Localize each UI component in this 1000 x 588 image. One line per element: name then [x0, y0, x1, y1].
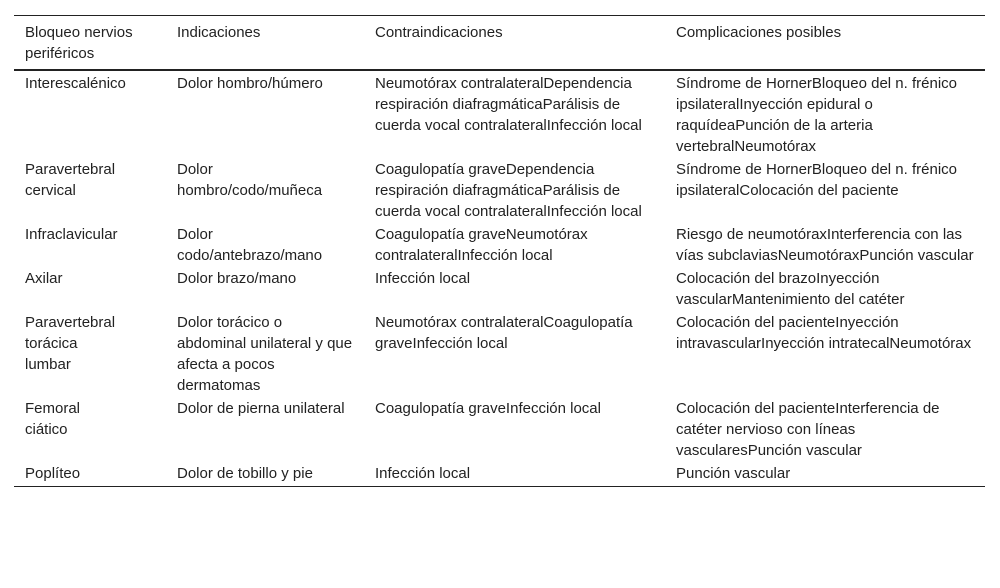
- cell-contraindications: Coagulopatía graveNeumotórax contralateralInfección local: [375, 226, 588, 264]
- cell-block: Infraclavicular: [25, 226, 118, 243]
- cell-block: Paravertebral torácica lumbar: [25, 314, 116, 373]
- header-indications: Indicaciones: [166, 16, 364, 71]
- cell-block: Poplíteo: [14, 462, 166, 487]
- cell-indications: Dolor hombro/codo/muñeca: [177, 161, 323, 199]
- cell-indications: Dolor de tobillo y pie: [166, 462, 364, 487]
- cell-complications: Colocación del pacienteInterferencia de catéter nervioso con líneas vascularesPunción vascular: [676, 400, 940, 459]
- cell-contraindications: Infección local: [364, 462, 665, 487]
- table-row: [14, 267, 985, 311]
- header-block: Bloqueo nervios periféricos: [14, 16, 166, 71]
- table-header: [14, 16, 985, 71]
- cell-complications: Riesgo de neumotóraxInterferencia con las vías subclaviasNeumotóraxPunción vascular: [676, 226, 974, 264]
- cell-indications: Dolor torácico o abdominal unilateral y que afecta a pocos dermatomas: [177, 314, 353, 394]
- table-row: [14, 462, 985, 487]
- cell-block: Paravertebral cervical: [25, 161, 116, 199]
- cell-block: Axilar: [25, 270, 63, 287]
- table-row: [14, 158, 985, 223]
- table-row: [14, 397, 985, 462]
- header-complications: Complicaciones posibles: [665, 16, 985, 71]
- table-row: [14, 70, 985, 158]
- table-row: [14, 311, 985, 397]
- cell-contraindications: Coagulopatía graveInfección local: [375, 400, 601, 417]
- cell-complications: Colocación del pacienteInyección intravascularInyección intratecalNeumotórax: [676, 314, 972, 352]
- cell-contraindications: Neumotórax contralateralDependencia respiración diafragmáticaParálisis de cuerda vocal contralateralInfección local: [375, 75, 642, 134]
- cell-complications: Colocación del brazoInyección vascularMantenimiento del catéter: [676, 270, 905, 308]
- cell-block: Interescalénico: [25, 75, 126, 92]
- cell-block: Femoral ciático: [25, 400, 81, 438]
- table-container: [14, 15, 985, 487]
- cell-contraindications: Neumotórax contralateralCoagulopatía graveInfección local: [375, 314, 633, 352]
- cell-indications: Dolor de pierna unilateral: [177, 400, 345, 417]
- cell-complications: Síndrome de HornerBloqueo del n. frénico ipsilateralColocación del paciente: [676, 161, 958, 199]
- cell-contraindications: Infección local: [375, 270, 471, 287]
- table-body: [14, 70, 985, 487]
- cell-complications: Punción vascular: [665, 462, 985, 487]
- header-contraindications: Contraindicaciones: [364, 16, 665, 71]
- cell-indications: Dolor brazo/mano: [177, 270, 297, 287]
- cell-contraindications: Coagulopatía graveDependencia respiración diafragmáticaParálisis de cuerda vocal contralateralInfección local: [375, 161, 642, 220]
- header-row: [14, 16, 985, 71]
- cell-complications: Síndrome de HornerBloqueo del n. frénico ipsilateralInyección epidural o raquídeaPunción de la arteria vertebralNeumotórax: [676, 75, 958, 155]
- table-row: [14, 223, 985, 267]
- cell-indications: Dolor codo/antebrazo/mano: [177, 226, 323, 264]
- cell-indications: Dolor hombro/húmero: [177, 75, 323, 92]
- peripheral-nerve-block-table: [14, 15, 985, 487]
